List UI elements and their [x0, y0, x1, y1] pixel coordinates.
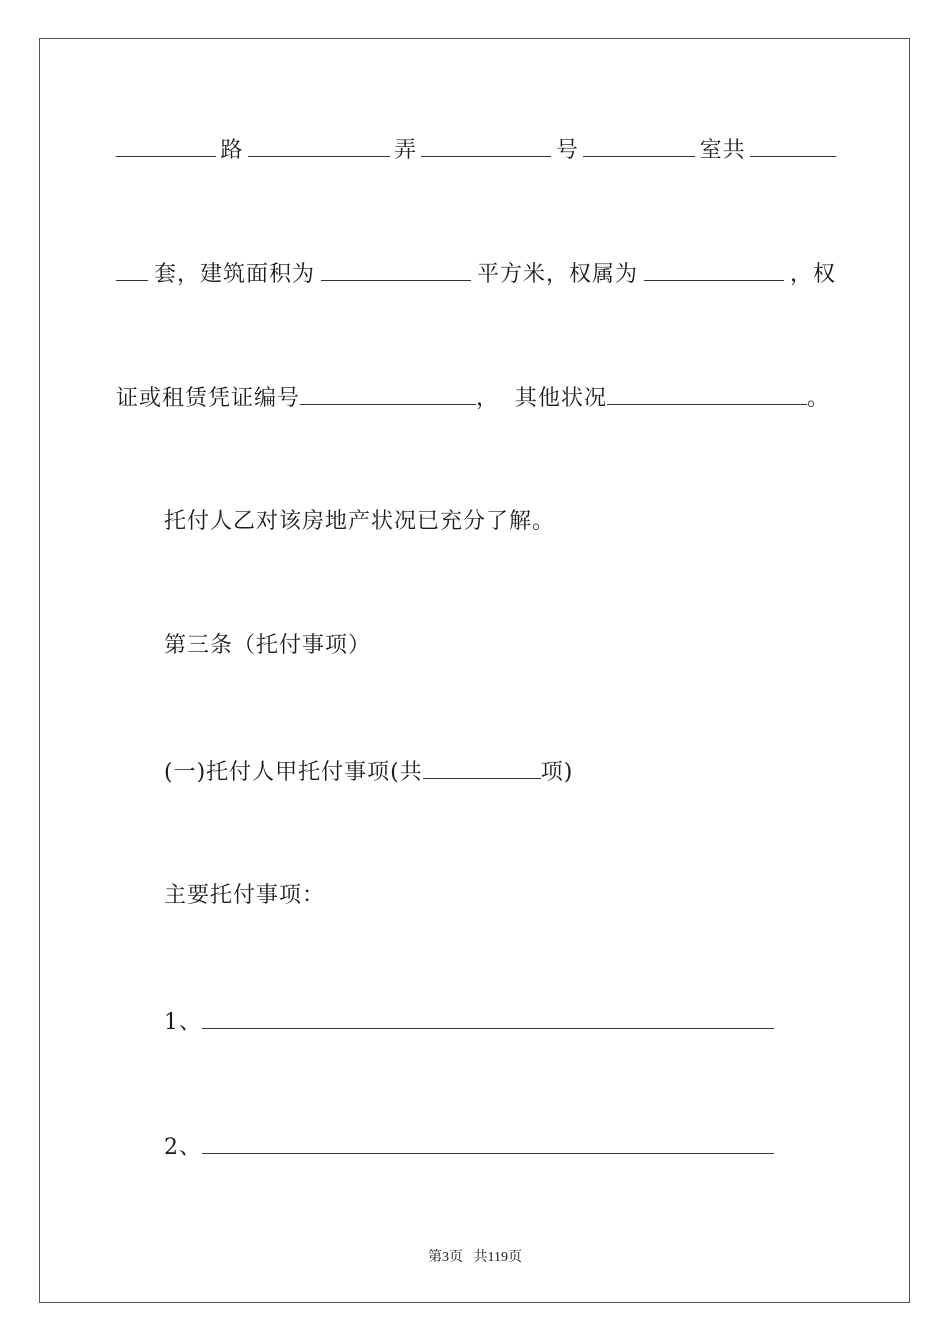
list-item — [164, 1131, 774, 1163]
blank-ownership[interactable] — [644, 258, 784, 281]
text-sets-area: 套，建筑面积为 — [153, 262, 315, 287]
blank-area[interactable] — [321, 258, 471, 281]
address-line — [116, 134, 836, 166]
text-item-a: (一)托付人甲托付事项(共 — [164, 760, 423, 785]
blank-road[interactable] — [116, 134, 216, 157]
blank-room[interactable] — [583, 134, 695, 157]
blank-item-count[interactable] — [423, 756, 541, 779]
text-lane: 弄 — [394, 138, 418, 163]
paragraph-understanding: 托付人乙对该房地产状况已充分了解。 — [164, 509, 556, 534]
blank-other[interactable] — [607, 382, 807, 405]
blank-item-1[interactable] — [202, 1006, 774, 1029]
entrust-item-count — [164, 756, 573, 788]
text-room-total: 室共 — [699, 138, 746, 163]
text-other: ， 其他状况 — [476, 386, 608, 411]
blank-sets[interactable] — [116, 258, 148, 281]
blank-item-2[interactable] — [202, 1131, 774, 1154]
text-ownership: 平方米，权属为 — [476, 262, 638, 287]
blank-lane[interactable] — [248, 134, 390, 157]
text-number: 号 — [555, 138, 579, 163]
blank-number[interactable] — [421, 134, 551, 157]
main-items-label: 主要托付事项： — [164, 883, 326, 908]
text-right: ，权 — [789, 262, 836, 287]
list-item — [164, 1006, 774, 1038]
list-number: 1、 — [164, 1010, 202, 1035]
area-line — [116, 258, 836, 290]
list-number: 2、 — [164, 1135, 202, 1160]
section-title: 第三条（托付事项） — [164, 633, 372, 658]
blank-certificate[interactable] — [300, 382, 476, 405]
certificate-line — [116, 382, 836, 414]
page-border — [39, 38, 910, 1303]
text-road: 路 — [220, 138, 244, 163]
blank-total[interactable] — [750, 134, 836, 157]
page-footer: 第3页 共119页 — [428, 1250, 522, 1265]
text-item-suffix: 项) — [540, 760, 574, 785]
text-certificate: 证或租赁凭证编号 — [116, 386, 301, 411]
text-period: 。 — [807, 386, 831, 411]
